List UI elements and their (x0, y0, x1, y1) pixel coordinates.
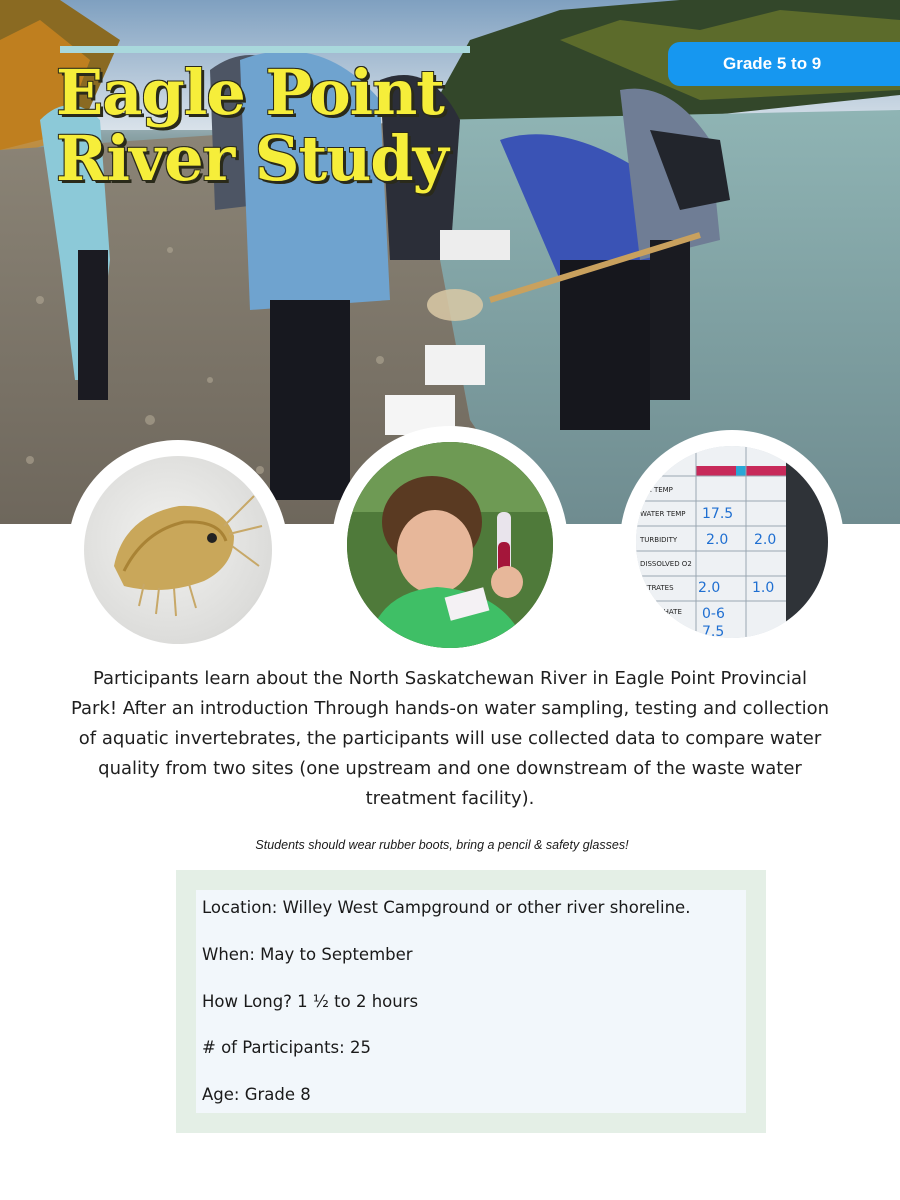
student-testing-photo (332, 426, 568, 662)
amphipod-photo (68, 440, 288, 660)
data-board-icon (636, 446, 828, 638)
board-label-water-temp: WATER TEMP (640, 510, 686, 518)
duration-row: How Long? 1 ½ to 2 hours (202, 992, 419, 1011)
page-title (56, 56, 448, 195)
participants-row: # of Participants: 25 (202, 1038, 371, 1057)
title-accent-bar (60, 46, 470, 53)
age-row: Age: Grade 8 (202, 1085, 311, 1104)
grade-badge: Grade 5 to 9 (668, 42, 900, 86)
program-details-panel (196, 890, 746, 1113)
data-board-photo (620, 430, 844, 654)
title-line-2: River Study (56, 122, 448, 195)
board-label-turbidity: TURBIDITY (640, 536, 678, 544)
board-label-nitrates: NITRATES (640, 584, 674, 592)
location-row: Location: Willey West Campground or other river shoreline. (202, 898, 691, 917)
board-value: 2.0 (754, 532, 777, 548)
when-row: When: May to September (202, 945, 413, 964)
student-with-test-tube-icon (347, 442, 553, 648)
program-description: Participants learn about the North Saskatchewan River in Eagle Point Provincial Park! After an introduction Through hands-on water sampling, testing and collection of aquatic invertebrates, the participants will use collected data to compare water quality from two sites (one upstream and one downstream of the waste water treatment facility). (70, 668, 830, 809)
board-value: 1.0 (752, 580, 775, 596)
board-value: 17.5 (702, 506, 734, 522)
program-details-box (176, 870, 766, 1133)
title-line-1: Eagle Point (56, 56, 444, 129)
board-label-phosphate: PHOSPHATE (640, 608, 682, 616)
board-label-dissolved: DISSOLVED O2 (640, 560, 692, 568)
safety-note: Students should wear rubber boots, bring a pencil & safety glasses! (255, 838, 629, 852)
board-value: 7.5 (702, 624, 725, 638)
board-value: 2.0 (698, 580, 721, 596)
board-value: 2.0 (706, 532, 729, 548)
board-label-air-temp: AIR TEMP (640, 486, 673, 494)
amphipod-icon (84, 456, 272, 644)
board-value: 0-6 (702, 606, 725, 622)
